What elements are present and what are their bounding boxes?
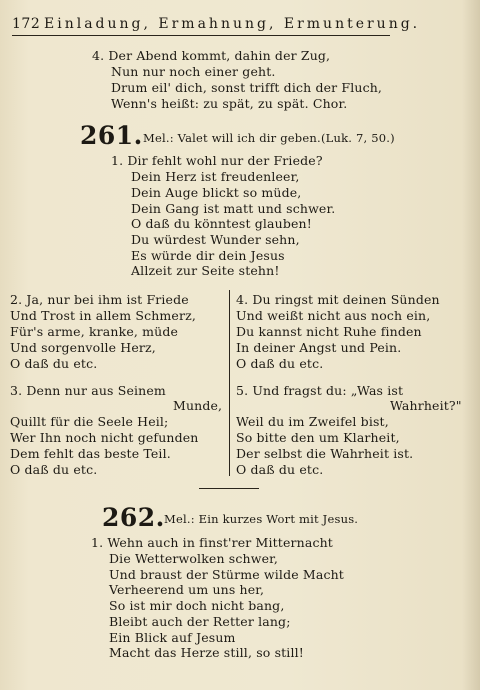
verse-line: 5. Und fragst du: „Was ist [236, 383, 404, 398]
hymn-number-261: 261. [80, 121, 143, 150]
column-divider [229, 290, 230, 476]
verse-line: Dein Herz ist freudenleer, [131, 169, 300, 184]
verse-line: Du würdest Wunder sehn, [131, 232, 300, 247]
verse-line: O daß du etc. [236, 356, 324, 371]
verse-line: Ein Blick auf Jesum [109, 630, 236, 645]
scripture-reference-261: (Luk. 7, 50.) [321, 131, 395, 145]
verse-line: O daß du etc. [236, 462, 324, 477]
verse-line: Und Trost in allem Schmerz, [10, 308, 196, 323]
page-number: 172 [12, 16, 41, 32]
verse-line: O daß du etc. [10, 462, 98, 477]
verse-line: Bleibt auch der Retter lang; [109, 614, 291, 629]
verse-line: Quillt für die Seele Heil; [10, 414, 169, 429]
verse-line: Dem fehlt das beste Teil. [10, 446, 171, 461]
verse-line: Und braust der Stürme wilde Macht [109, 567, 344, 582]
verse-line: In deiner Angst und Pein. [236, 340, 402, 355]
verse-line: Und weißt nicht aus noch ein, [236, 308, 431, 323]
header-rule [12, 35, 390, 36]
melody-262: Mel.: Ein kurzes Wort mit Jesus. [164, 512, 359, 526]
verse-line: 1. Wehn auch in finst'rer Mitternacht [91, 535, 333, 550]
melody-261: Mel.: Valet will ich dir geben. [143, 131, 321, 145]
verse-line: Wenn's heißt: zu spät, zu spät. Chor. [111, 96, 348, 111]
verse-line: Und sorgenvolle Herz, [10, 340, 156, 355]
verse-line: Nun nur noch einer geht. [111, 64, 276, 79]
verse-line: Wer Ihn noch nicht gefunden [10, 430, 199, 445]
verse-line: Es würde dir dein Jesus [131, 248, 285, 263]
verse-line: So bitte den um Klarheit, [236, 430, 400, 445]
verse-line: Du kannst nicht Ruhe finden [236, 324, 422, 339]
verse-line: O daß du könntest glauben! [131, 216, 312, 231]
verse-line: So ist mir doch nicht bang, [109, 598, 285, 613]
verse-line: 4. Du ringst mit deinen Sünden [236, 292, 440, 307]
verse-line: Weil du im Zweifel bist, [236, 414, 389, 429]
section-rule [199, 488, 259, 489]
verse-line: Dein Auge blickt so müde, [131, 185, 302, 200]
hymn-number-262: 262. [102, 503, 165, 532]
verse-line-continuation: Munde, [173, 398, 223, 413]
verse-line: 2. Ja, nur bei ihm ist Friede [10, 292, 189, 307]
verse-line: Macht das Herze still, so still! [109, 645, 304, 660]
verse-line: 4. Der Abend kommt, dahin der Zug, [92, 48, 331, 63]
verse-line: 3. Denn nur aus Seinem [10, 383, 166, 398]
verse-line: Drum eil' dich, sonst trifft dich der Fluch, [111, 80, 383, 95]
verse-line: Allzeit zur Seite stehn! [131, 263, 280, 278]
verse-line: Verheerend um uns her, [109, 582, 265, 597]
verse-line: Die Wetterwolken schwer, [109, 551, 278, 566]
verse-line: O daß du etc. [10, 356, 98, 371]
running-title: Einladung, Ermahnung, Ermunterung. [44, 16, 421, 32]
verse-line: 1. Dir fehlt wohl nur der Friede? [111, 153, 323, 168]
verse-line: Für's arme, kranke, müde [10, 324, 179, 339]
verse-line-continuation: Wahrheit?" [390, 398, 462, 413]
verse-line: Der selbst die Wahrheit ist. [236, 446, 414, 461]
verse-line: Dein Gang ist matt und schwer. [131, 201, 336, 216]
